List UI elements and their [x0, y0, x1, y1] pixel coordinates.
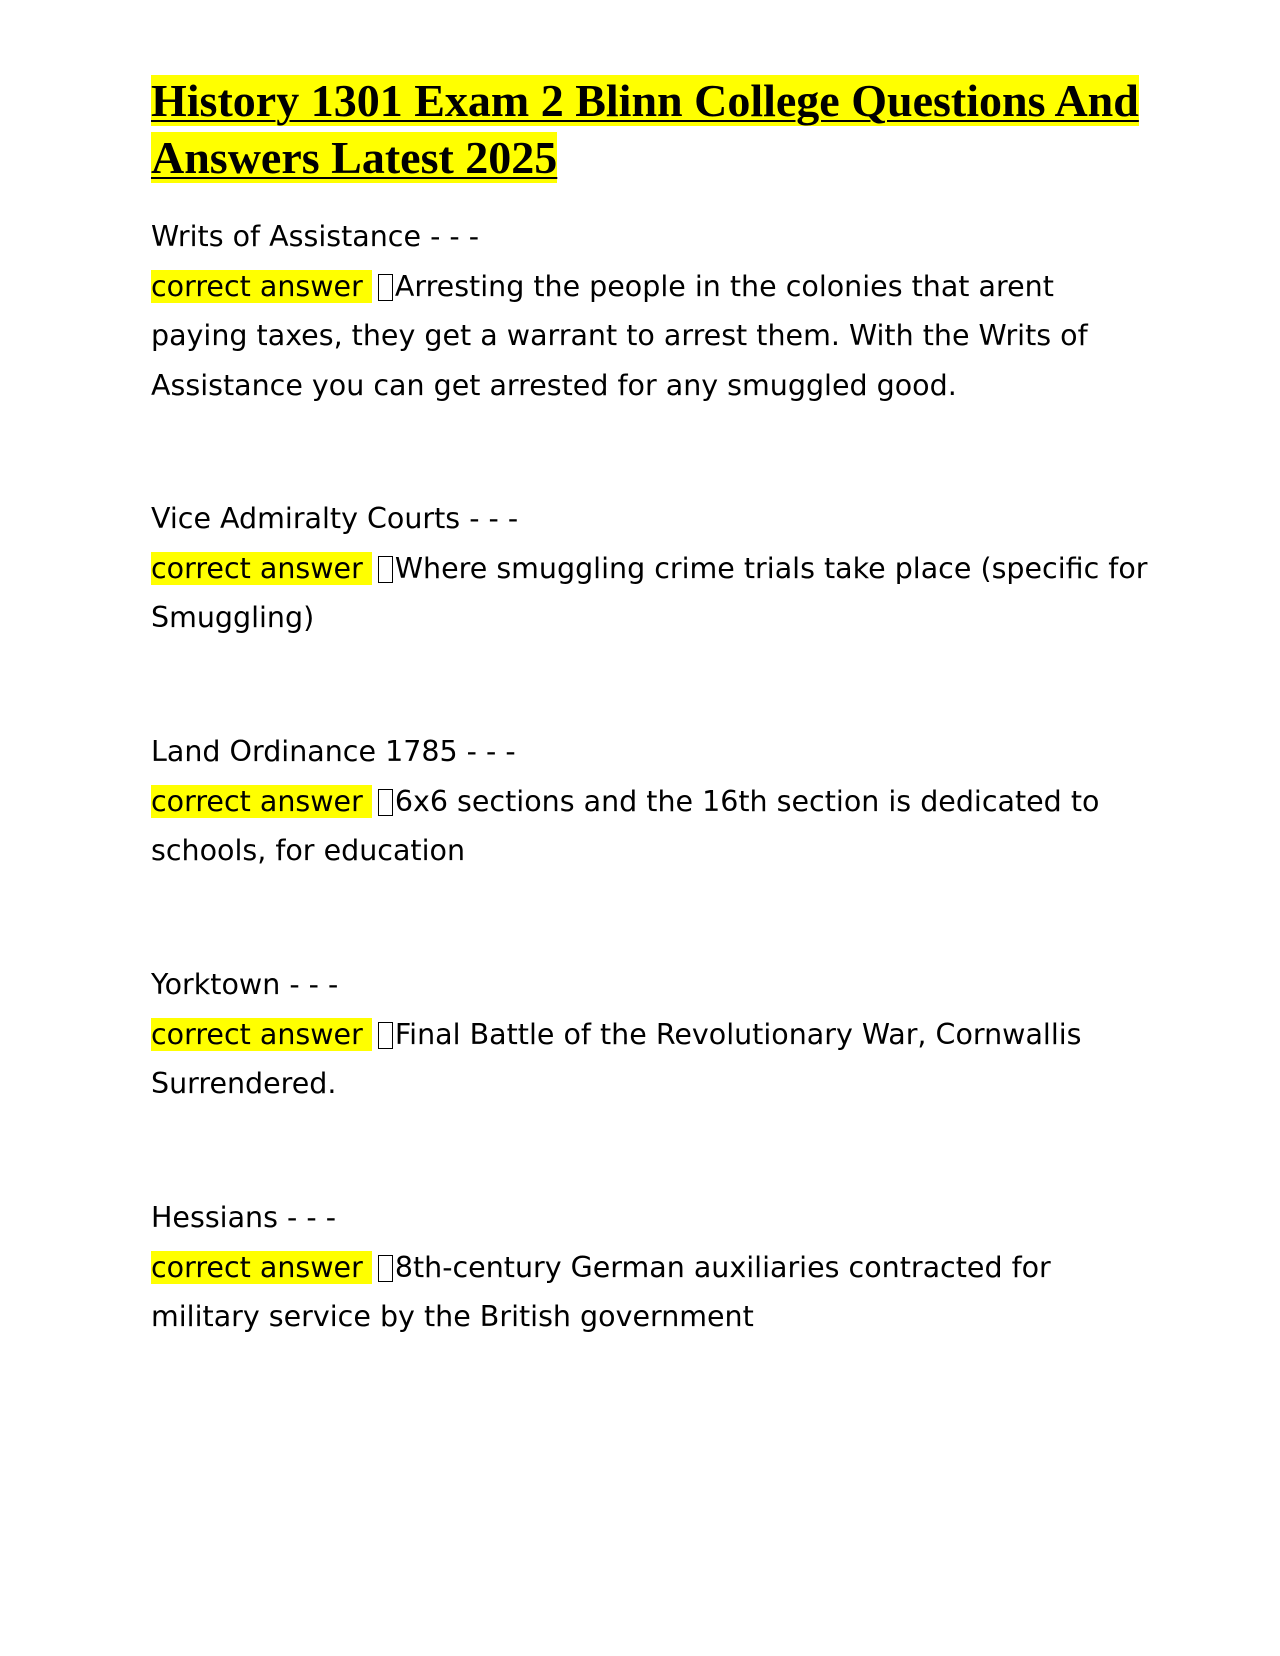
correct-answer-label: correct answer	[151, 270, 372, 303]
missing-glyph-icon	[378, 556, 393, 583]
document-title	[151, 72, 1151, 186]
missing-glyph-icon	[378, 1255, 393, 1282]
missing-glyph-icon	[378, 789, 393, 816]
answer-text	[151, 1010, 1151, 1109]
document-title-text: History 1301 Exam 2 Blinn College Questions And Answers Latest 2025	[151, 75, 1139, 183]
answer-text	[151, 777, 1151, 876]
question-term: Yorktown - - -	[151, 968, 339, 1001]
answer-text	[151, 262, 1151, 411]
correct-answer-label: correct answer	[151, 1018, 372, 1051]
qa-item	[151, 727, 1151, 876]
missing-glyph-icon	[378, 1022, 393, 1049]
answer-body: Where smuggling crime trials take place (specific for Smuggling)	[151, 551, 1148, 634]
qa-item	[151, 494, 1151, 643]
answer-body: Final Battle of the Revolutionary War, Cornwallis Surrendered.	[151, 1017, 1082, 1100]
answer-text	[151, 1243, 1151, 1342]
question-term: Writs of Assistance - - -	[151, 220, 480, 253]
correct-answer-label: correct answer	[151, 552, 372, 585]
answer-body: Arresting the people in the colonies that arent paying taxes, they get a warrant to arrest them. With the Writs of Assistance you can get arrested for any smuggled good.	[151, 269, 1088, 402]
missing-glyph-icon	[378, 274, 393, 301]
answer-text	[151, 544, 1151, 643]
question-term: Land Ordinance 1785 - - -	[151, 735, 516, 768]
answer-body: 8th-century German auxiliaries contracted for military service by the British government	[151, 1250, 1051, 1333]
answer-body: 6x6 sections and the 16th section is dedicated to schools, for education	[151, 784, 1100, 867]
qa-item	[151, 1193, 1151, 1342]
qa-item	[151, 960, 1151, 1109]
correct-answer-label: correct answer	[151, 785, 372, 818]
question-term: Hessians - - -	[151, 1201, 336, 1234]
qa-item	[151, 212, 1151, 410]
question-term: Vice Admiralty Courts - - -	[151, 502, 519, 535]
correct-answer-label: correct answer	[151, 1251, 372, 1284]
